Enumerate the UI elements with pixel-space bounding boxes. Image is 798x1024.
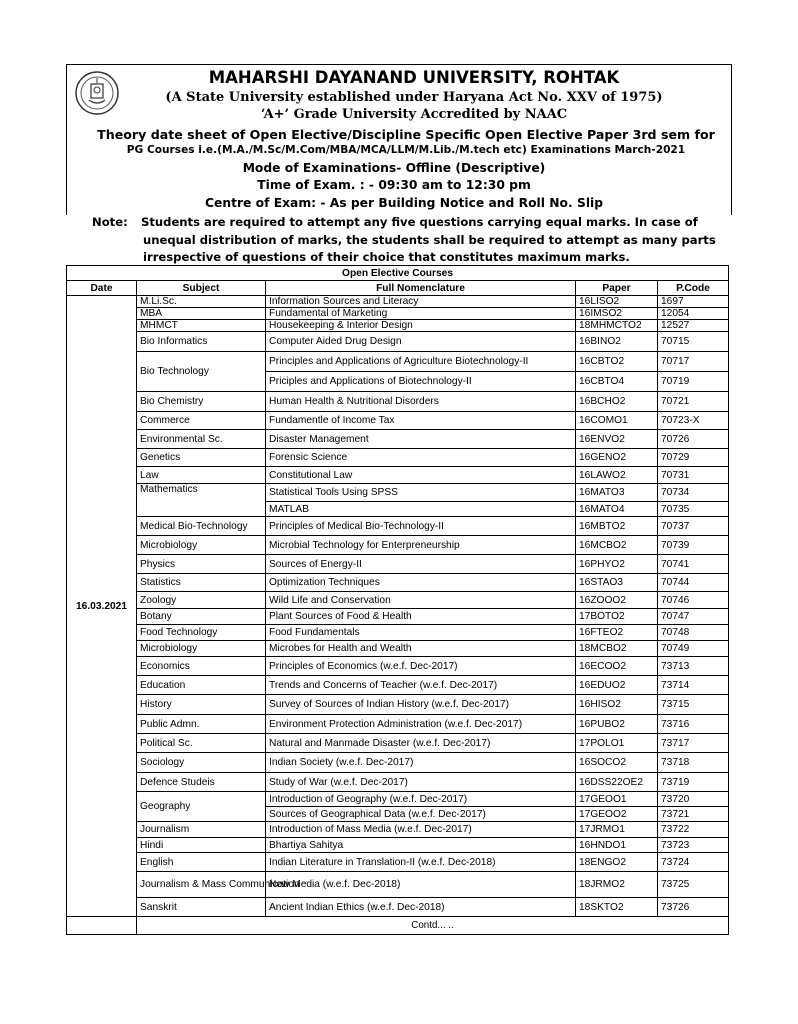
subject-cell: M.Li.Sc.: [137, 296, 266, 308]
table-row: [67, 430, 729, 449]
column-header-pcode: P.Code: [658, 281, 729, 296]
table-row: [67, 296, 729, 308]
table-row: [67, 625, 729, 641]
pcode-cell: 70747: [658, 609, 729, 625]
table-title: Open Elective Courses: [67, 266, 729, 281]
nomenclature-cell: Introduction of Mass Media (w.e.f. Dec-2017): [266, 822, 576, 838]
paper-cell: 16MATO3: [576, 484, 658, 502]
column-header-paper: Paper: [576, 281, 658, 296]
nomenclature-cell: Statistical Tools Using SPSS: [266, 484, 576, 502]
subject-cell: Botany: [137, 609, 266, 625]
table-row: [67, 898, 729, 917]
paper-cell: 16HNDO1: [576, 838, 658, 853]
table-row: [67, 332, 729, 352]
nomenclature-cell: Bhartiya Sahitya: [266, 838, 576, 853]
table-row: [67, 641, 729, 657]
paper-cell: 16FTEO2: [576, 625, 658, 641]
subject-cell: Zoology: [137, 592, 266, 609]
subject-cell: Medical Bio-Technology: [137, 517, 266, 536]
table-row: [67, 715, 729, 734]
pcode-cell: 73715: [658, 695, 729, 715]
pcode-cell: 12054: [658, 308, 729, 320]
subject-cell: Law: [137, 467, 266, 484]
pcode-cell: 70737: [658, 517, 729, 536]
subject-cell: Physics: [137, 555, 266, 574]
nomenclature-cell: Food Fundamentals: [266, 625, 576, 641]
nomenclature-cell: Environment Protection Administration (w.e.f. Dec-2017): [266, 715, 576, 734]
paper-cell: 16BCHO2: [576, 392, 658, 412]
subject-cell: History: [137, 695, 266, 715]
nomenclature-cell: Fundamental of Marketing: [266, 308, 576, 320]
table-row: [67, 609, 729, 625]
establishment-line: (A State University established under Haryana Act No. XXV of 1975): [165, 90, 663, 105]
nomenclature-cell: Natural and Manmade Disaster (w.e.f. Dec-2017): [266, 734, 576, 753]
paper-cell: 16ZOOO2: [576, 592, 658, 609]
table-row: [67, 695, 729, 715]
subject-cell: Microbiology: [137, 641, 266, 657]
nomenclature-cell: Ancient Indian Ethics (w.e.f. Dec-2018): [266, 898, 576, 917]
subject-cell: Education: [137, 676, 266, 695]
pcode-cell: 70739: [658, 536, 729, 555]
table-row: [67, 792, 729, 807]
pcode-cell: 70717: [658, 352, 729, 372]
paper-cell: 16MATO4: [576, 502, 658, 517]
footer-date-cell: [67, 917, 137, 935]
pcode-cell: 70731: [658, 467, 729, 484]
nomenclature-cell: Human Health & Nutritional Disorders: [266, 392, 576, 412]
subject-cell: Hindi: [137, 838, 266, 853]
courses-line: PG Courses i.e.(M.A./M.Sc/M.Com/MBA/MCA/LLM/M.Lib./M.tech etc) Examinations March-2021: [126, 144, 686, 156]
paper-cell: 16STAO3: [576, 574, 658, 592]
paper-cell: 17JRMO1: [576, 822, 658, 838]
pcode-cell: 73723: [658, 838, 729, 853]
column-header-subject: Subject: [137, 281, 266, 296]
table-row: [67, 555, 729, 574]
paper-cell: 16ECOO2: [576, 657, 658, 676]
pcode-cell: 70749: [658, 641, 729, 657]
table-row: [67, 574, 729, 592]
table-row: [67, 517, 729, 536]
paper-cell: 16ENVO2: [576, 430, 658, 449]
subject-cell: Public Admn.: [137, 715, 266, 734]
table-row: [67, 308, 729, 320]
pcode-cell: 73717: [658, 734, 729, 753]
nomenclature-cell: Sources of Geographical Data (w.e.f. Dec-2017): [266, 807, 576, 822]
nomenclature-cell: Constitutional Law: [266, 467, 576, 484]
table-row: [67, 657, 729, 676]
nomenclature-cell: Principles and Applications of Agriculture Biotechnology-II: [266, 352, 576, 372]
pcode-cell: 70715: [658, 332, 729, 352]
pcode-cell: 73722: [658, 822, 729, 838]
paper-cell: 16BINO2: [576, 332, 658, 352]
pcode-cell: 73725: [658, 872, 729, 898]
pcode-cell: 70721: [658, 392, 729, 412]
nomenclature-cell: Sources of Energy-II: [266, 555, 576, 574]
nomenclature-cell: Wild Life and Conservation: [266, 592, 576, 609]
table-row: [67, 734, 729, 753]
pcode-cell: 73718: [658, 753, 729, 773]
pcode-cell: 73724: [658, 853, 729, 872]
paper-cell: 16MCBO2: [576, 536, 658, 555]
time-of-exam: Time of Exam. : - 09:30 am to 12:30 pm: [257, 178, 531, 192]
paper-cell: 17GEOO1: [576, 792, 658, 807]
paper-cell: 17GEOO2: [576, 807, 658, 822]
nomenclature-cell: MATLAB: [266, 502, 576, 517]
nomenclature-cell: Microbial Technology for Enterpreneurship: [266, 536, 576, 555]
subject-cell: Bio Chemistry: [137, 392, 266, 412]
nomenclature-cell: Trends and Concerns of Teacher (w.e.f. Dec-2017): [266, 676, 576, 695]
paper-cell: 17POLO1: [576, 734, 658, 753]
table-row: [67, 773, 729, 792]
centre-of-exam: Centre of Exam: - As per Building Notice and Roll No. Slip: [204, 196, 604, 210]
paper-cell: 16CBTO4: [576, 372, 658, 392]
nomenclature-cell: Priciples and Applications of Biotechnology-II: [266, 372, 576, 392]
paper-cell: 16SOCO2: [576, 753, 658, 773]
pcode-cell: 70723-X: [658, 412, 729, 430]
note-line-2: unequal distribution of marks, the students shall be required to attempt as many parts: [143, 233, 716, 247]
paper-cell: 17BOTO2: [576, 609, 658, 625]
column-header-date: Date: [67, 281, 137, 296]
nomenclature-cell: Information Sources and Literacy: [266, 296, 576, 308]
pcode-cell: 70729: [658, 449, 729, 467]
table-row: [67, 320, 729, 332]
pcode-cell: 70748: [658, 625, 729, 641]
table-body: [67, 296, 729, 917]
paper-cell: 18SKTO2: [576, 898, 658, 917]
subject-cell: Commerce: [137, 412, 266, 430]
column-header-nomenclature: Full Nomenclature: [266, 281, 576, 296]
subject-cell: Statistics: [137, 574, 266, 592]
subject-cell: Geography: [137, 792, 266, 822]
university-name: MAHARSHI DAYANAND UNIVERSITY, ROHTAK: [208, 68, 620, 87]
paper-cell: 16GENO2: [576, 449, 658, 467]
nomenclature-cell: Computer Aided Drug Design: [266, 332, 576, 352]
continued-note: Contd... ..: [137, 917, 729, 935]
pcode-cell: 73719: [658, 773, 729, 792]
subject-cell: English: [137, 853, 266, 872]
nomenclature-cell: Forensic Science: [266, 449, 576, 467]
subject-cell: Genetics: [137, 449, 266, 467]
nomenclature-cell: Fundamentle of Income Tax: [266, 412, 576, 430]
table-row: [67, 536, 729, 555]
pcode-cell: 12527: [658, 320, 729, 332]
date-sheet-table: [66, 265, 729, 935]
pcode-cell: 73721: [658, 807, 729, 822]
subject-cell: Microbiology: [137, 536, 266, 555]
accreditation-line: ‘A+’ Grade University Accredited by NAAC: [260, 107, 568, 122]
pcode-cell: 73713: [658, 657, 729, 676]
table-row: [67, 484, 729, 502]
nomenclature-cell: Principles of Economics (w.e.f. Dec-2017): [266, 657, 576, 676]
nomenclature-cell: Plant Sources of Food & Health: [266, 609, 576, 625]
table-row: [67, 592, 729, 609]
pcode-cell: 70734: [658, 484, 729, 502]
paper-cell: 16EDUO2: [576, 676, 658, 695]
subject-cell: MHMCT: [137, 320, 266, 332]
table-row: [67, 753, 729, 773]
pcode-cell: 73726: [658, 898, 729, 917]
nomenclature-cell: Introduction of Geography (w.e.f. Dec-2017): [266, 792, 576, 807]
pcode-cell: 73716: [658, 715, 729, 734]
subject-cell: Food Technology: [137, 625, 266, 641]
subject-cell: Sanskrit: [137, 898, 266, 917]
nomenclature-cell: Optimization Techniques: [266, 574, 576, 592]
paper-cell: 18ENGO2: [576, 853, 658, 872]
table-row: [67, 822, 729, 838]
subject-cell: Mathematics: [137, 484, 266, 517]
date-sheet-title: Theory date sheet of Open Elective/Discipline Specific Open Elective Paper 3rd sem for: [97, 127, 715, 142]
subject-cell: Bio Technology: [137, 352, 266, 392]
subject-cell: Bio Informatics: [137, 332, 266, 352]
paper-cell: 16IMSO2: [576, 308, 658, 320]
paper-cell: 16DSS22OE2: [576, 773, 658, 792]
paper-cell: 18MHMCTO2: [576, 320, 658, 332]
paper-cell: 16LISO2: [576, 296, 658, 308]
nomenclature-cell: Principles of Medical Bio-Technology-II: [266, 517, 576, 536]
pcode-cell: 70744: [658, 574, 729, 592]
exam-date: 16.03.2021: [67, 296, 137, 917]
table-row: [67, 838, 729, 853]
subject-cell: Political Sc.: [137, 734, 266, 753]
paper-cell: 18JRMO2: [576, 872, 658, 898]
nomenclature-cell: Housekeeping & Interior Design: [266, 320, 576, 332]
subject-cell: Sociology: [137, 753, 266, 773]
table-row: [67, 412, 729, 430]
pcode-cell: 70726: [658, 430, 729, 449]
note-line-1: Students are required to attempt any five questions carrying equal marks. In case of: [141, 215, 698, 229]
nomenclature-cell: Disaster Management: [266, 430, 576, 449]
pcode-cell: 73714: [658, 676, 729, 695]
note-line-3: irrespective of questions of their choice that constitutes maximum marks.: [143, 250, 630, 264]
paper-cell: 18MCBO2: [576, 641, 658, 657]
table-row: [67, 467, 729, 484]
pcode-cell: 1697: [658, 296, 729, 308]
nomenclature-cell: Microbes for Health and Wealth: [266, 641, 576, 657]
paper-cell: 16CBTO2: [576, 352, 658, 372]
table-row: [67, 853, 729, 872]
table-row: [67, 676, 729, 695]
table-row: [67, 449, 729, 467]
paper-cell: 16LAWO2: [576, 467, 658, 484]
subject-cell: Journalism & Mass Communication: [137, 872, 266, 898]
pcode-cell: 70735: [658, 502, 729, 517]
subject-cell: Journalism: [137, 822, 266, 838]
pcode-cell: 70746: [658, 592, 729, 609]
paper-cell: 16PHYO2: [576, 555, 658, 574]
paper-cell: 16HISO2: [576, 695, 658, 715]
nomenclature-cell: Indian Literature in Translation-II (w.e.f. Dec-2018): [266, 853, 576, 872]
table-row: [67, 872, 729, 898]
nomenclature-cell: Study of War (w.e.f. Dec-2017): [266, 773, 576, 792]
subject-cell: Environmental Sc.: [137, 430, 266, 449]
paper-cell: 16MBTO2: [576, 517, 658, 536]
mode-of-exam: Mode of Examinations- Offline (Descriptive): [242, 161, 546, 175]
nomenclature-cell: Indian Society (w.e.f. Dec-2017): [266, 753, 576, 773]
note-label: Note:: [92, 215, 128, 229]
nomenclature-cell: Survey of Sources of Indian History (w.e.f. Dec-2017): [266, 695, 576, 715]
paper-cell: 16PUBO2: [576, 715, 658, 734]
pcode-cell: 73720: [658, 792, 729, 807]
subject-cell: Economics: [137, 657, 266, 676]
paper-cell: 16COMO1: [576, 412, 658, 430]
subject-cell: Defence Studeis: [137, 773, 266, 792]
pcode-cell: 70719: [658, 372, 729, 392]
subject-cell: MBA: [137, 308, 266, 320]
table-row: [67, 392, 729, 412]
nomenclature-cell: New Media (w.e.f. Dec-2018): [266, 872, 576, 898]
pcode-cell: 70741: [658, 555, 729, 574]
table-row: [67, 352, 729, 372]
